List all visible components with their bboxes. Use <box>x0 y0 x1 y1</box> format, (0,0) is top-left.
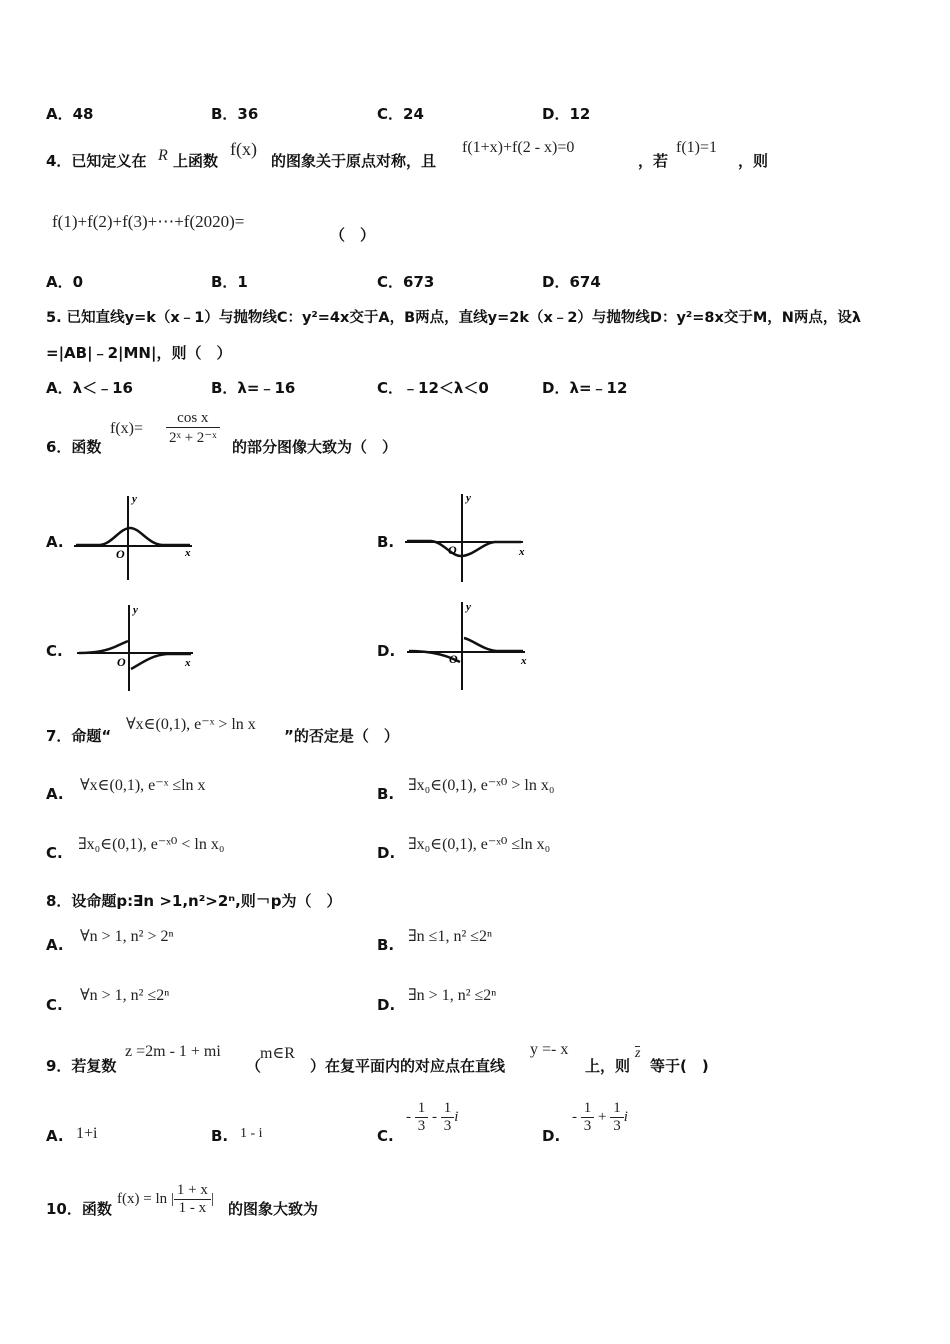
q10-formula <box>117 1182 214 1217</box>
x-label: x <box>185 657 191 669</box>
q3-option-b: B．36 <box>211 105 259 123</box>
q4-option-c: C．673 <box>377 273 435 291</box>
q9-option-b: 1 - i <box>240 1126 263 1141</box>
q9-stem-3: 上，则 <box>585 1057 631 1075</box>
curve <box>76 528 190 545</box>
q4-option-b: B．1 <box>211 273 248 291</box>
fraction: $\frac{1}{3}$ <box>441 1100 455 1135</box>
q4-stem-2: 上函数 <box>173 152 219 170</box>
y-label: y <box>132 493 137 505</box>
q9-option-a: 1+i <box>76 1125 98 1142</box>
q6-graph-d <box>405 600 535 692</box>
imag-unit: i <box>454 1108 459 1125</box>
q3-option-c: C．24 <box>377 105 424 123</box>
q9-z-expr: z =2m - 1 + mi <box>125 1043 221 1060</box>
q9-zbar: z <box>635 1046 641 1061</box>
x-label: x <box>521 655 527 667</box>
q9-line-expr: y =- x <box>530 1041 569 1058</box>
q4-stem-3: 的图象关于原点对称，且 <box>271 152 437 170</box>
q8-option-a: ∀n > 1, n² > 2ⁿ <box>80 928 174 945</box>
q5-option-c: C．﹣12＜λ＜0 <box>377 379 489 397</box>
q7-option-a-label: A. <box>46 785 64 803</box>
q4-fx: f(x) <box>230 139 257 159</box>
q6-label-b: B. <box>377 533 395 551</box>
q4-option-a: A．0 <box>46 273 84 291</box>
q8-option-c-label: C. <box>46 996 63 1014</box>
curve <box>407 541 521 556</box>
q10-rhs: | <box>210 1190 214 1207</box>
q9-option-a-label: A. <box>46 1127 64 1145</box>
q6-label-d: D. <box>377 642 396 660</box>
operator: + <box>598 1108 607 1125</box>
q10-denominator: 1 - x <box>178 1200 207 1216</box>
q7-option-b: ∃x₀∈(0,1), e⁻ˣ⁰ > ln x₀ <box>408 777 555 794</box>
q6-lhs: f(x)= <box>110 420 144 437</box>
q4-stem-1: 4．已知定义在 <box>46 152 147 170</box>
q10-stem-1: 10．函数 <box>46 1200 112 1218</box>
q5-option-d: D．λ=﹣12 <box>542 379 628 397</box>
q4-option-d: D．674 <box>542 273 601 291</box>
q7-option-c-label: C. <box>46 844 63 862</box>
q5-option-a: A．λ＜﹣16 <box>46 379 133 397</box>
q6-graph-a <box>72 492 202 582</box>
q4-stem-5: ，则 <box>738 152 769 170</box>
q9-m-cond: m∈R <box>260 1045 295 1062</box>
q7-stem-2: ”的否定是（ ） <box>284 727 399 745</box>
q8-option-d: ∃n > 1, n² ≤2ⁿ <box>408 987 497 1004</box>
q5-line-1: 5. 已知直线y=k（x﹣1）与抛物线C：y²=4x交于A，B两点，直线y=2k（x﹣2）与抛物线D：y²=8x交于M，N两点，设λ <box>46 310 862 326</box>
q7-option-d: ∃x₀∈(0,1), e⁻ˣ⁰ ≤ln x₀ <box>408 836 551 853</box>
y-label: y <box>466 492 471 504</box>
q7-stem-1: 7．命题“ <box>46 727 112 745</box>
q4-f1: f(1)=1 <box>676 139 718 156</box>
q8-option-b: ∃n ≤1, n² ≤2ⁿ <box>408 928 493 945</box>
q7-option-b-label: B. <box>377 785 395 803</box>
q9-stem-2: ）在复平面内的对应点在直线 <box>310 1057 506 1075</box>
q8-option-b-label: B. <box>377 936 395 954</box>
origin-label: O <box>117 655 126 669</box>
origin-label: O <box>449 652 458 666</box>
q10-numerator: 1 + x <box>174 1182 211 1200</box>
q6-numerator: cos x <box>166 410 220 428</box>
curve <box>409 638 523 662</box>
x-label: x <box>519 546 525 558</box>
y-label: y <box>133 604 138 616</box>
curve <box>79 641 191 669</box>
q9-option-d-label: D. <box>542 1127 561 1145</box>
fraction: $\frac{1}{3}$ <box>610 1100 624 1135</box>
q6-fraction <box>166 410 220 447</box>
q9-m-cond-open: （ <box>246 1057 262 1075</box>
q6-graph-b <box>403 492 533 582</box>
y-label: y <box>466 601 471 613</box>
fraction: $\frac{1}{3}$ <box>581 1100 595 1135</box>
q4-set-r: R <box>158 147 168 164</box>
q6-graph-c <box>75 603 205 693</box>
fraction: $\frac{1}{3}$ <box>415 1100 429 1135</box>
q9-option-b-label: B. <box>211 1127 229 1145</box>
q7-option-a: ∀x∈(0,1), e⁻ˣ ≤ln x <box>80 777 206 794</box>
q3-option-a: A．48 <box>46 105 94 123</box>
imag-unit: i <box>623 1108 628 1125</box>
q6-label-c: C. <box>46 642 63 660</box>
q8-option-c: ∀n > 1, n² ≤2ⁿ <box>80 987 170 1004</box>
q9-option-c-label: C. <box>377 1127 394 1145</box>
q6-stem-2: 的部分图像大致为（ ） <box>232 438 398 456</box>
q6-stem-1: 6．函数 <box>46 438 102 456</box>
q9-option-c <box>406 1100 458 1135</box>
q5-option-b: B．λ=﹣16 <box>211 379 296 397</box>
q6-label-a: A. <box>46 533 64 551</box>
q9-stem-1: 9．若复数 <box>46 1057 117 1075</box>
q8-stem: 8．设命题p:∃n >1,n²>2ⁿ,则￢p为（ ） <box>46 892 342 910</box>
q8-option-a-label: A. <box>46 936 64 954</box>
sign: - <box>406 1108 411 1125</box>
q7-prop: ∀x∈(0,1), e⁻ˣ > ln x <box>126 716 256 733</box>
q4-condition: f(1+x)+f(2 - x)=0 <box>462 139 575 156</box>
q9-stem-4: 等于( ) <box>650 1057 709 1075</box>
q10-fraction <box>174 1182 211 1217</box>
origin-label: O <box>448 543 457 557</box>
q7-option-c: ∃x₀∈(0,1), e⁻ˣ⁰ < ln x₀ <box>78 836 225 853</box>
x-label: x <box>185 547 191 559</box>
q9-option-d <box>572 1100 628 1135</box>
q4-paren: （ ） <box>330 226 376 244</box>
q4-stem-4: ，若 <box>638 152 669 170</box>
operator: - <box>432 1108 437 1125</box>
q4-sum-expr: f(1)+f(2)+f(3)+⋯+f(2020)= <box>52 212 245 231</box>
q3-option-d: D．12 <box>542 105 591 123</box>
q5-line-2: =|AB|﹣2|MN|，则（ ） <box>46 344 232 362</box>
origin-label: O <box>116 547 125 561</box>
q10-stem-2: 的图象大致为 <box>228 1200 319 1218</box>
q10-lhs: f(x) = ln | <box>117 1190 174 1207</box>
q6-denominator: 2ˣ + 2⁻ˣ <box>169 430 217 446</box>
sign: - <box>572 1108 577 1125</box>
q7-option-d-label: D. <box>377 844 396 862</box>
q8-option-d-label: D. <box>377 996 396 1014</box>
